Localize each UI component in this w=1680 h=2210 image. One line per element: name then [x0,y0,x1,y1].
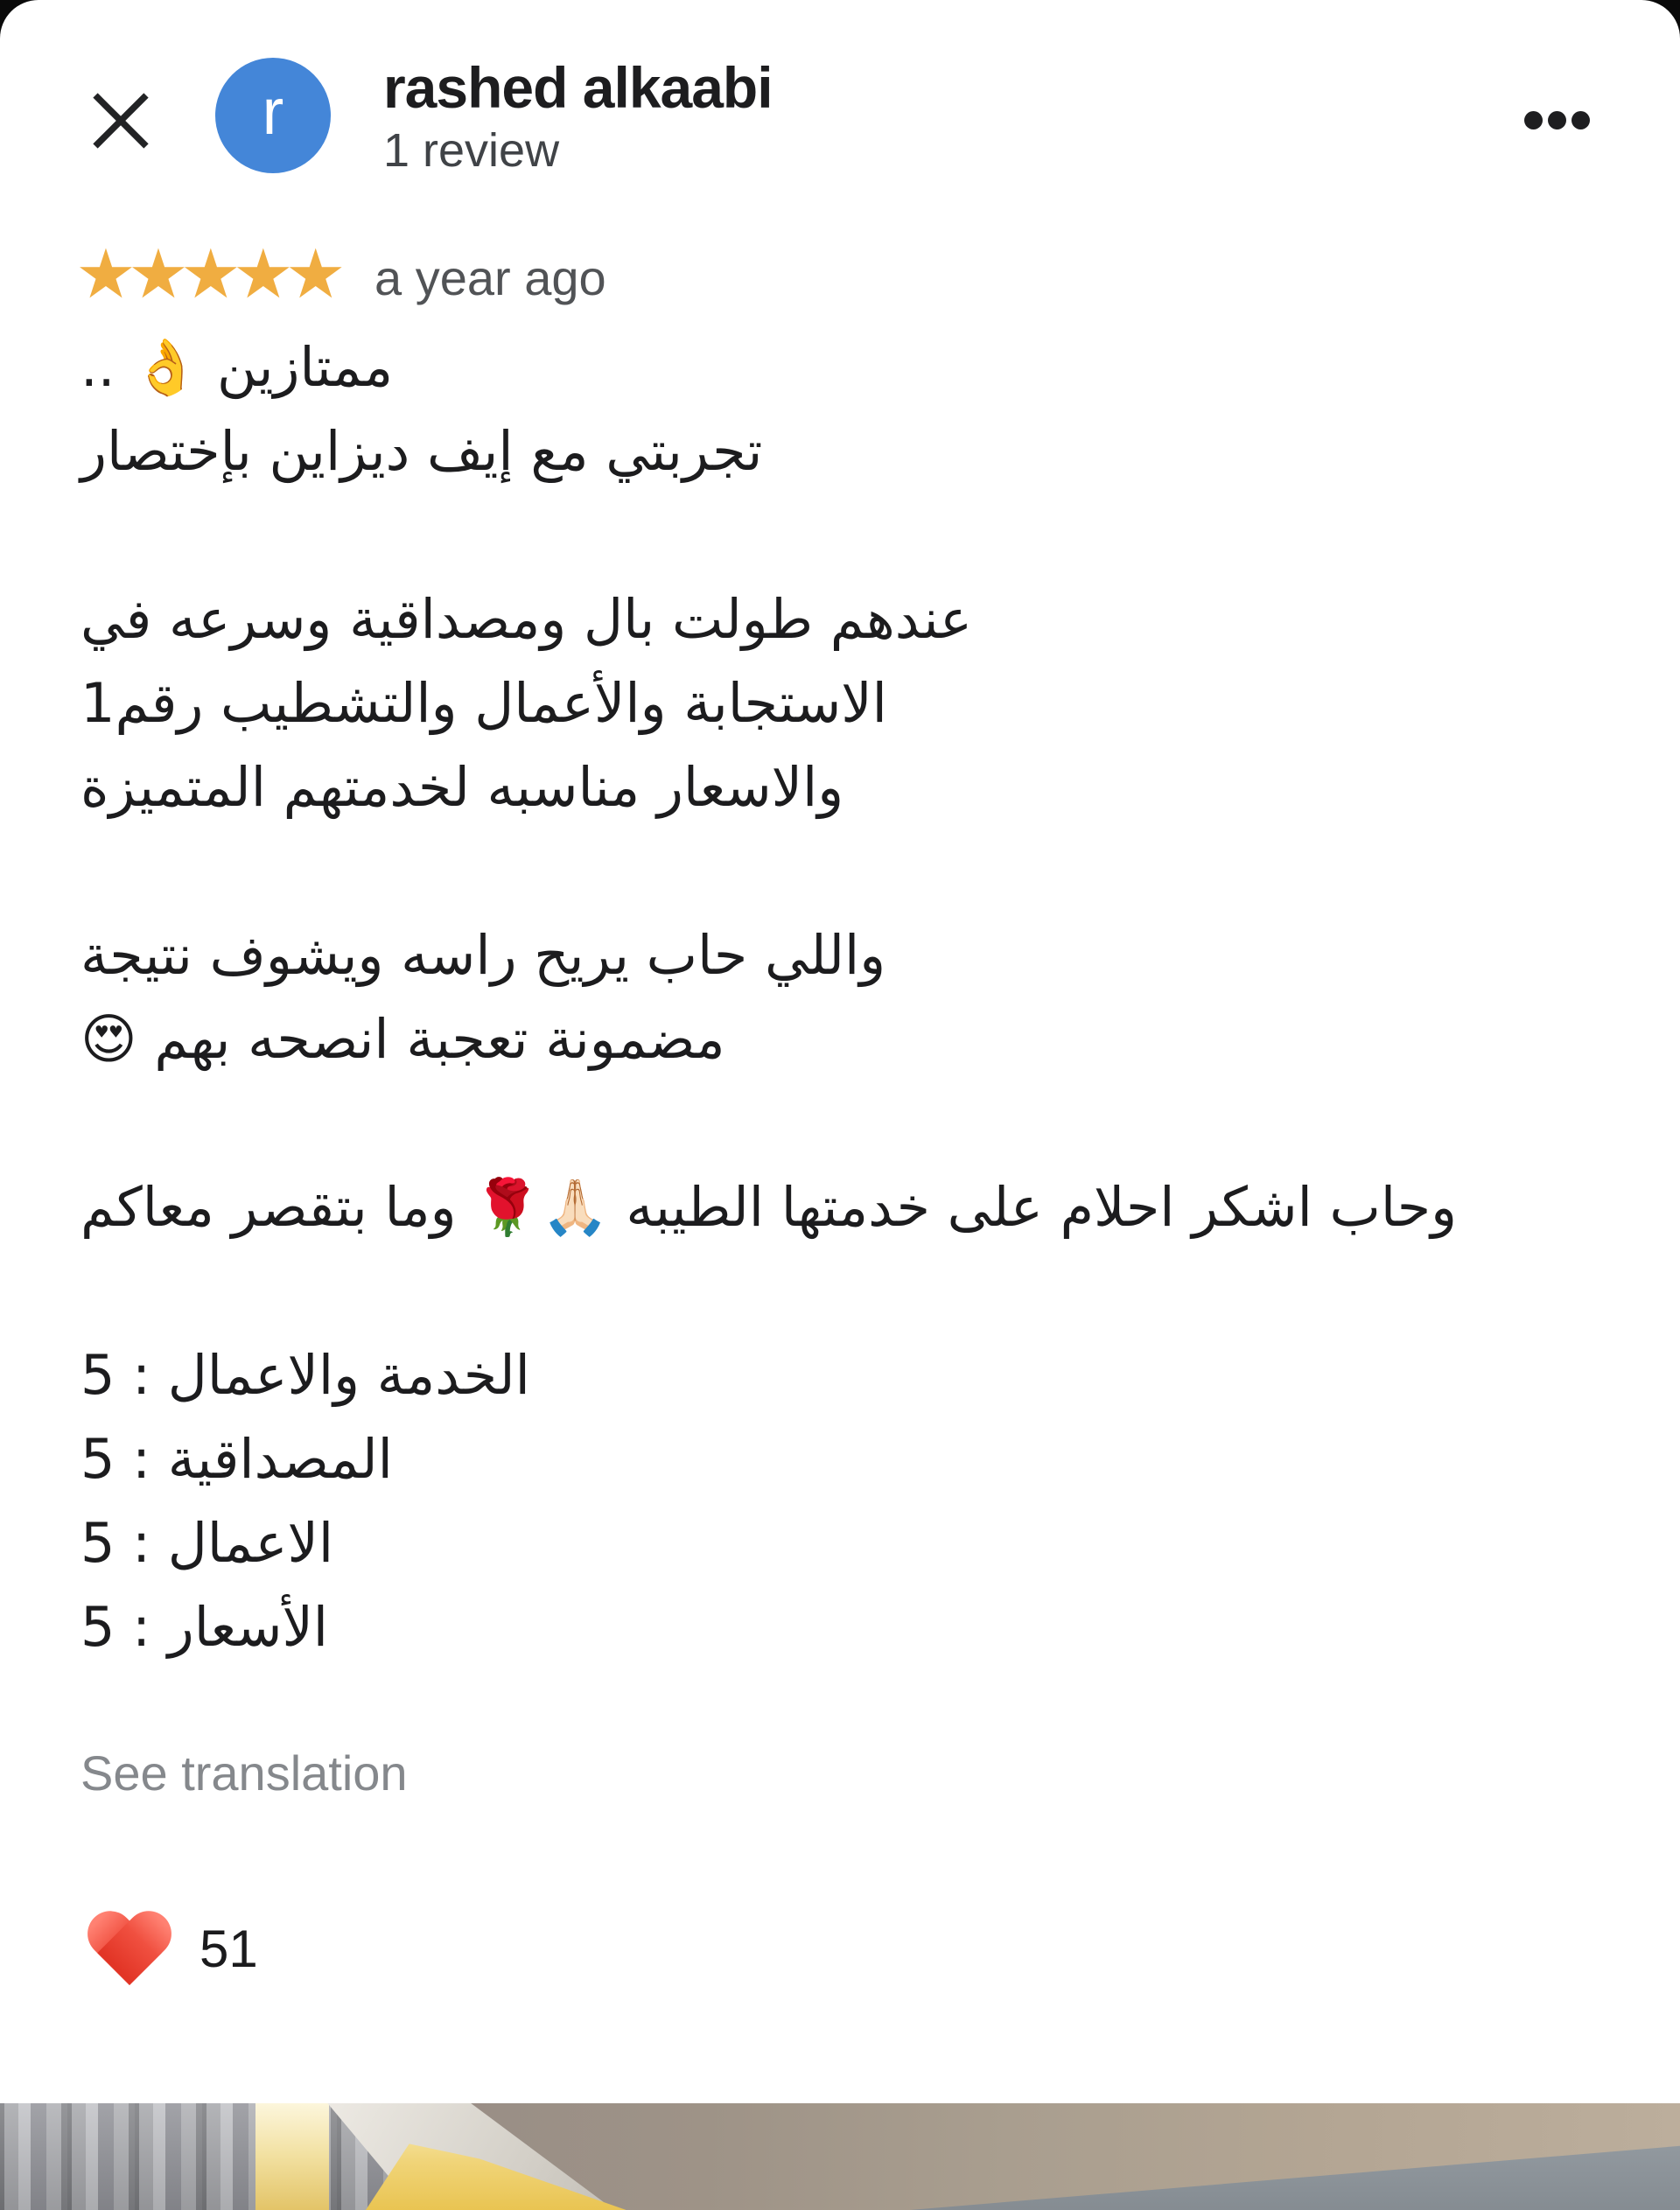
three-dot-menu-icon [1524,111,1543,129]
reviewer-review-count: 1 review [383,124,560,177]
heart-icon[interactable] [84,1913,175,1995]
star-icon: ★ [127,235,189,314]
avatar[interactable] [215,58,331,173]
close-button[interactable] [88,87,154,154]
three-dot-menu-icon [1572,111,1590,129]
review-date: a year ago [374,250,606,305]
like-count: 51 [200,1920,258,1978]
star-rating [75,235,346,314]
rating-line-service: الخدمة والاعمال : 5 [80,1343,530,1407]
rating-line-work: الاعمال : 5 [80,1511,334,1575]
review-line: والاسعار مناسبه لخدمتهم المتميزة [80,755,844,819]
review-paragraph [80,1165,1605,1249]
photo-cove-light-glow [256,2103,329,2210]
star-icon: ★ [284,235,346,314]
review-line: وحاب اشكر احلام على خدمتها الطيبه 🙏🏻🌹 وما بتقصر معاكم [80,1175,1458,1239]
review-line: مضمونة تعجبة انصحه بهم 😍 [80,1007,725,1071]
close-icon [88,87,154,154]
star-icon: ★ [75,235,136,314]
review-paragraph [80,913,1605,1081]
review-line: واللي حاب يريح راسه ويشوف نتيجة [80,923,886,987]
reviewer-name[interactable]: rashed alkaabi [383,55,773,120]
rating-line-prices: الأسعار : 5 [80,1595,329,1659]
review-photo[interactable] [0,2103,1680,2210]
review-line: تجربتي مع إيف ديزاين بإختصار [80,419,763,483]
star-icon: ★ [179,235,242,314]
star-icon: ★ [232,235,294,314]
review-line: الاستجابة والأعمال والتشطيب رقم1 [80,671,887,735]
review-paragraph [80,325,1605,493]
three-dot-menu-icon [1548,111,1566,129]
more-options-button[interactable] [1524,98,1612,142]
avatar-monogram: r [262,75,284,148]
review-line: عندهم طولت بال ومصداقية وسرعه في [80,587,973,651]
review-text [80,325,1605,1669]
review-paragraph [80,577,1605,829]
rating-line-credibility: المصداقية : 5 [80,1427,393,1491]
review-line: ممتازين 👌 .. [80,335,394,399]
review-ratings-breakdown [80,1333,1605,1669]
see-translation-link[interactable]: See translation [80,1745,408,1801]
